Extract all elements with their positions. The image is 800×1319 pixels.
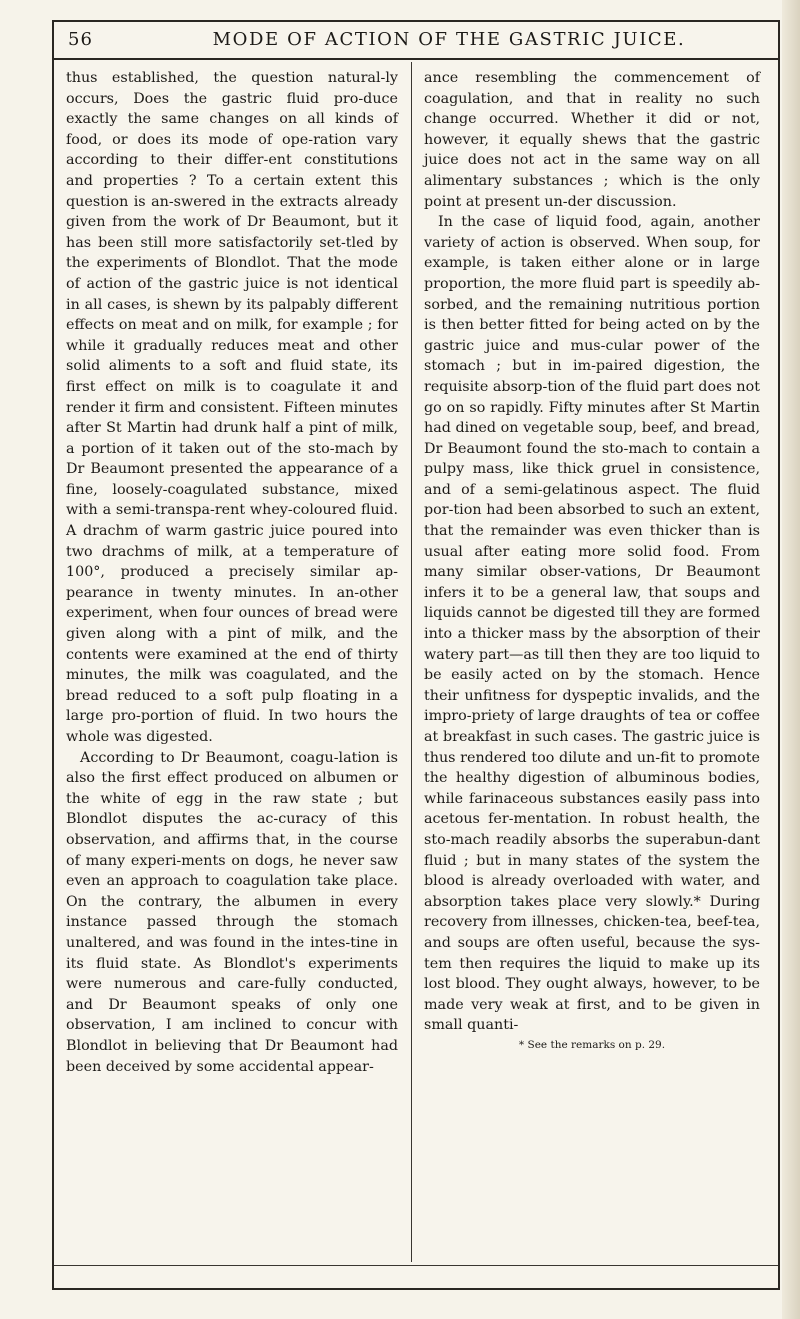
page-edge-shadow (782, 0, 800, 1319)
footnote: * See the remarks on p. 29. (518, 1038, 666, 1051)
page-number: 56 (68, 29, 93, 50)
running-title: MODE OF ACTION OF THE GASTRIC JUICE. (212, 29, 686, 50)
column-divider (411, 62, 412, 1262)
left-paragraph-2: According to Dr Beaumont, coagu-lation is also the first effect produced on albumen or the white of egg in the raw state ; but Blondlot disputes the ac-curacy of this observation, and affirms that, in the course of many experi-ments on dogs, he never saw even an approach to coagulation take place. On the contrary, the albumen in every instance passed through the stomach unaltered, and was found in the intes-tine in its fluid state. As Blondlot's experiments were numerous and care-fully conducted, and Dr Beaumont speaks of only one observation, I am inclined to concur with Blondlot in believing that Dr Beaumont had been deceived by some accidental appear- (66, 749, 398, 1075)
bottom-rule (54, 1265, 778, 1266)
book-page (52, 20, 780, 1290)
left-paragraph-1: thus established, the question natural-ly occurs, Does the gastric fluid pro-duce exactly the same changes on all kinds of food, or does its mode of ope-ration vary according to their differ-ent constitutions and properties ? To a certain extent this question is an-swered in the extracts already given from the work of Dr Beaumont, but it has been still more satisfactorily set-tled by the experiments of Blondlot. That the mode of action of the gastric juice is not identical in all cases, is shewn by its palpably different effects on meat and on milk, for example ; for while it gradually reduces meat and other solid aliments to a soft and fluid state, its first effect on milk is to coagulate it and render it firm and consistent. Fifteen minutes after St Martin had drunk half a pint of milk, a portion of it taken out of the sto-mach by Dr Beaumont presented the appearance of a fine, loosely-coagulated substance, mixed with a semi-transpa-rent whey-coloured fluid. A drachm of warm gastric juice poured into two drachms of milk, at a temperature of 100°, produced a precisely similar ap-pearance in twenty minutes. In an-other experiment, when four ounces of bread were given along with a pint of milk, and the contents were examined at the end of thirty minutes, the milk was coagulated, and the bread reduced to a soft pulp floating in a large pro-portion of fluid. In two hours the whole was digested. (66, 70, 398, 745)
left-column (66, 68, 398, 1077)
right-paragraph-1: ance resembling the commencement of coagulation, and that in reality no such change occurred. Whether it did or not, however, it equally shews that the gastric juice does not act in the same way on all alimentary substances ; which is the only point at present un-der discussion. (424, 70, 760, 210)
right-paragraph-2: In the case of liquid food, again, another variety of action is observed. When soup, for example, is taken either alone or in large proportion, the more fluid part is speedily ab-sorbed, and the remaining nutritious portion is then better fitted for being acted on by the gastric juice and mus-cular power of the stomach ; but in im-paired digestion, the requisite absorp-tion of the fluid part does not go on so rapidly. Fifty minutes after St Martin had dined on vegetable soup, beef, and bread, Dr Beaumont found the sto-mach to contain a pulpy mass, like thick gruel in consistence, and of a semi-gelatinous aspect. The fluid por-tion had been absorbed to such an extent, that the remainder was even thicker than is usual after eating more solid food. From many similar obser-vations, Dr Beaumont infers it to be a general law, that soups and liquids cannot be digested till they are formed into a thicker mass by the absorption of their watery part—as till then they are too liquid to be easily acted on by the stomach. Hence their unfitness for dyspeptic invalids, and the impro-priety of large draughts of tea or coffee at breakfast in such cases. The gastric juice is thus rendered too dilute and un-fit to promote the healthy digestion of albuminous bodies, while farinaceous substances easily pass into acetous fer-mentation. In robust health, the sto-mach readily absorbs the superabun-dant fluid ; but in many states of the system the blood is already overloaded with water, and absorption takes place very slowly.* During recovery from illnesses, chicken-tea, beef-tea, and soups are often useful, because the sys-tem then requires the liquid to make up its lost blood. They ought always, however, to be made very weak at first, and to be given in small quanti- (424, 214, 760, 1034)
right-column (424, 68, 760, 1052)
page-header (54, 22, 778, 60)
